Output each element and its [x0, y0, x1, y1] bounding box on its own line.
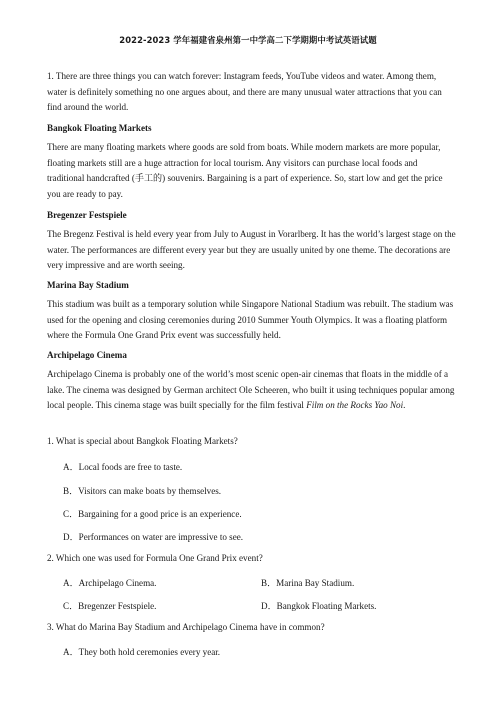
section-text-archipelago: [47, 367, 457, 414]
question-1-option-c[interactable]: [63, 507, 242, 520]
question-1-stem: 1. What is special about Bangkok Floating Markets?: [47, 436, 238, 446]
option-text: Bangkok Floating Markets.: [276, 601, 377, 611]
option-text: Bargaining for a good price is an experience.: [78, 509, 242, 519]
question-1-option-d[interactable]: [63, 530, 243, 543]
intro-paragraph: 1. There are three things you can watch forever: Instagram feeds, YouTube videos and water. Among them, water is definitely something no one argues about, and there are many unusual water attractions that you can find around the world.: [47, 71, 442, 113]
option-letter: C．: [63, 509, 79, 519]
question-1-option-a[interactable]: [63, 460, 182, 473]
section-heading-bangkok: Bangkok Floating Markets: [47, 123, 152, 133]
option-text: Archipelago Cinema.: [78, 578, 157, 588]
option-letter: A．: [63, 647, 79, 657]
film-title: Film on the Rocks Yao Noi: [306, 400, 404, 411]
section-text-bangkok: [47, 140, 457, 202]
question-2-option-a[interactable]: [63, 576, 156, 589]
section-text-archipelago-body: Archipelago Cinema is probably one of the world’s most scenic open-air cinemas that floats in the middle of a lake. The cinema was designed by German architect Ole Scheeren, who built it using techniques popular among local people. This cinema stage was built specially for the film festival: [47, 369, 455, 411]
option-letter: C．: [63, 601, 79, 611]
question-2-option-c[interactable]: [63, 599, 156, 612]
section-text-bregenz: The Bregenz Festival is held every year from July to August in Vorarlberg. It has the world’s largest stage on the water. The performances are different every year but they are usually united by one theme. The decorations are very impressive and are worth seeing.: [47, 229, 456, 271]
section-text-archipelago-end: .: [403, 400, 406, 411]
option-letter: B．: [63, 486, 79, 496]
question-3-option-a[interactable]: [63, 645, 220, 658]
option-text: Marina Bay Stadium.: [276, 578, 355, 588]
option-letter: D．: [261, 601, 277, 611]
question-2-option-b[interactable]: [261, 576, 354, 589]
option-letter: B．: [261, 578, 277, 588]
option-text: Local foods are free to taste.: [78, 462, 183, 472]
section-text-marina: This stadium was built as a temporary solution while Singapore National Stadium was rebuilt. The stadium was used for the opening and closing ceremonies during 2010 Summer Youth Olympics. It was a floating platform where the Formula One Grand Prix event was successfully held.: [47, 299, 454, 341]
question-3-stem: 3. What do Marina Bay Stadium and Archipelago Cinema have in common?: [47, 622, 325, 632]
option-text: They both hold ceremonies every year.: [78, 647, 221, 657]
question-2-stem: 2. Which one was used for Formula One Grand Prix event?: [47, 553, 263, 563]
option-text: Visitors can make boats by themselves.: [78, 486, 222, 496]
question-1-option-b[interactable]: [63, 484, 221, 497]
section-heading-bregenz: Bregenzer Festspiele: [47, 210, 127, 220]
page-title: 2022-2023 学年福建省泉州第一中学高二下学期期中考试英语试题: [119, 35, 377, 45]
option-text: Bregenzer Festspiele.: [78, 601, 157, 611]
option-letter: A．: [63, 462, 79, 472]
section-text-bangkok-body: There are many floating markets where goods are sold from boats. While modern markets are more popular, floating markets still are a huge attraction for local tourism. Any visitors can purchase local foods and traditional handcrafted (手工的) souvenirs. Bargaining is a part of experience. So, start low and get the price you are ready to pay.: [47, 142, 443, 199]
option-letter: D．: [63, 532, 79, 542]
section-heading-archipelago: Archipelago Cinema: [47, 350, 127, 360]
section-heading-marina: Marina Bay Stadium: [47, 280, 129, 290]
option-text: Performances on water are impressive to see.: [78, 532, 244, 542]
option-letter: A．: [63, 578, 79, 588]
question-2-option-d[interactable]: [261, 599, 376, 612]
